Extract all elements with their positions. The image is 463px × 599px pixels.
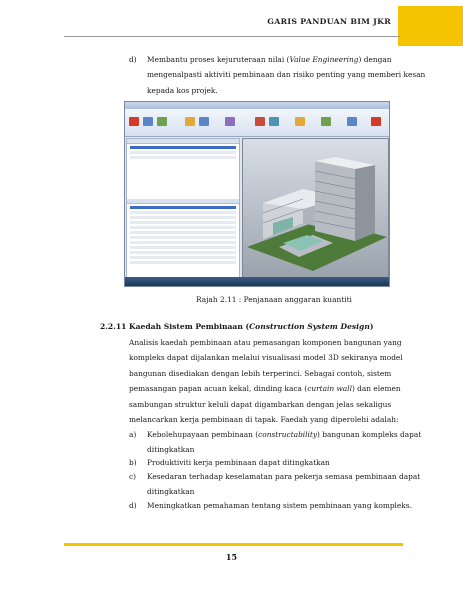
list-text-line: Membantu proses kejuruteraan nilai (Value Engineering) dengan (147, 55, 392, 64)
3d-model-viewport (242, 138, 389, 278)
body-line: melancarkan kerja pembinaan di tapak. Faedah yang diperolehi adalah: (129, 415, 399, 425)
body-line: pemasangan papan acuan kekal, dinding kaca (curtain wall) dan elemen (129, 384, 401, 394)
header-rule (64, 36, 400, 37)
section-number: 2.2.11 (100, 322, 127, 331)
body-paragraph (129, 335, 403, 427)
quantity-panel (126, 138, 240, 278)
building-model-illustration (243, 139, 388, 277)
software-screenshot-figure (124, 101, 390, 287)
list-text-line: mengenalpasti aktiviti pembinaan dan risiko penting yang memberi kesan (147, 70, 426, 80)
benefit-list-item-a (129, 427, 422, 458)
benefit-list-item-d (129, 498, 412, 513)
benefit-list-item-c (129, 469, 421, 500)
app-title-bar (125, 102, 389, 109)
list-label: c) (129, 472, 137, 481)
list-text-line: Meningkatkan pemahaman tentang sistem pembinaan yang kompleks. (147, 501, 412, 510)
page-header (0, 0, 463, 56)
page-number: 15 (225, 552, 238, 562)
app-ribbon (125, 109, 389, 137)
list-text-line: ditingkatkan (147, 487, 195, 497)
document-title: GARIS PANDUAN BIM JKR (267, 17, 391, 26)
body-line: bangunan disediakan dengan lebih terperinci. Sebagai contoh, sistem (129, 368, 392, 378)
list-label: d) (129, 501, 137, 510)
section-title: Kaedah Sistem Pembinaan (Construction System Design) (129, 322, 374, 331)
list-text-line: Kebolehupayaan pembinaan (constructability) bangunan kompleks dapat (147, 430, 422, 439)
list-item-d-top (129, 52, 426, 98)
list-text-line: kepada kos projek. (147, 85, 218, 95)
figure-caption: Rajah 2.11 : Penjanaan anggaran kuantiti (196, 295, 352, 304)
windows-taskbar (125, 277, 390, 286)
list-label: b) (129, 458, 137, 467)
footer-accent-rule (64, 543, 403, 546)
list-label: a) (129, 430, 137, 439)
list-text-line: Kesedaran terhadap keselamatan para pekerja semasa pembinaan dapat (147, 472, 421, 481)
body-line: sambungan struktur keluli dapat digambarkan dengan jelas sekaligus (129, 399, 392, 409)
body-line: kompleks dapat dijalankan melalui visualisasi model 3D sekiranya model (129, 353, 403, 363)
list-text-line: ditingkatkan (147, 445, 195, 455)
header-accent-block (398, 6, 463, 46)
body-line: Analisis kaedah pembinaan atau pemasangan komponen bangunan yang (129, 338, 402, 347)
list-label: d) (129, 55, 137, 64)
list-text-line: Produktiviti kerja pembinaan dapat ditingkatkan (147, 458, 330, 467)
